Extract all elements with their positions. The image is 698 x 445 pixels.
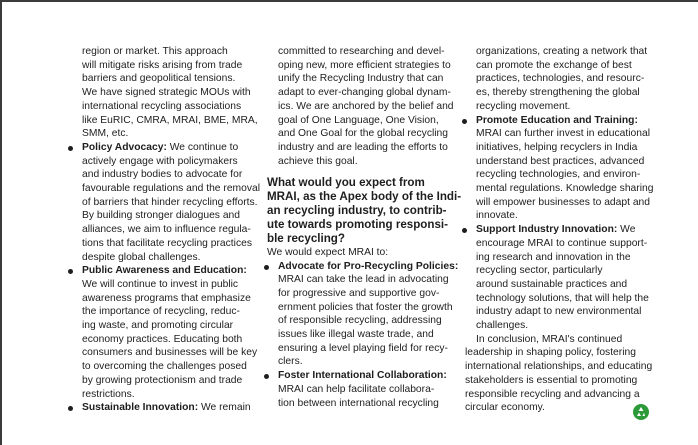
text-line: We will continue to invest in public (82, 278, 239, 290)
text-line: international relationships, and educating (465, 361, 653, 373)
text-line: tions that facilitate recycling practices (82, 237, 252, 249)
text-line: adapt to ever-changing global dynam- (278, 87, 451, 99)
text-line: industry and are leading the efforts to (278, 141, 448, 153)
text-line: committed to researching and devel- (278, 46, 445, 57)
text-line: of barriers that hinder recycling efforts. (82, 196, 258, 208)
text-line: barriers and geopolitical tensions. (82, 73, 236, 85)
bullet-icon (264, 374, 269, 379)
text-line: can promote the exchange of best (476, 59, 632, 71)
text-line: MRAI can help facilitate collabora- (278, 383, 435, 395)
bullet-title: Policy Advocacy: (82, 141, 167, 153)
text-line: despite global challenges. (82, 251, 201, 263)
bullet-icon (68, 146, 73, 151)
text-line: SMM, etc. (82, 128, 129, 140)
text-line: MRAI can take the lead in advocating (278, 274, 449, 286)
text-line: to overcoming the challenges posed (82, 361, 247, 373)
text-line: goal of One Language, One Vision, (278, 114, 439, 126)
text-line: unify the Recycling Industry that can (278, 73, 444, 85)
text-line: encourage MRAI to continue support- (476, 237, 648, 249)
intro-text: We would expect MRAI to: (267, 246, 389, 258)
bullet-icon (68, 269, 73, 274)
text-line: stakeholders is essential to promoting (465, 374, 638, 386)
bullet-international-collaboration (278, 369, 454, 410)
text-line: understand best practices, advanced (476, 155, 645, 167)
text-line: restrictions. (82, 388, 135, 400)
bullet-sustainable-innovation (82, 401, 262, 415)
text-line: innovate. (476, 210, 518, 222)
text-line: alliances, we aim to influence regula- (82, 224, 251, 236)
recycling-logo-icon (633, 404, 649, 420)
text-line: awareness programs that emphasize (82, 292, 251, 304)
text-line: MRAI can further invest in educational (476, 128, 650, 140)
text-line: ing research and innovation in the (476, 251, 631, 263)
bullet-icon (462, 228, 467, 233)
text-line: tion between international recycling (278, 397, 439, 409)
text-line: of responsible recycling, addressing (278, 315, 442, 327)
bullet-icon (462, 119, 467, 124)
text-line: By building stronger dialogues and (82, 210, 240, 222)
text-line: ing waste, and promoting circular (82, 320, 234, 332)
text-line: and One Goal for the global recycling (278, 128, 448, 140)
text-line: by growing protectionism and trade (82, 374, 243, 386)
bullet-title: Advocate for Pro-Recycling Policies: (278, 260, 459, 272)
text-column-2 (267, 45, 462, 410)
text-column-3 (465, 45, 654, 415)
text-line: In conclusion, MRAI's continued (476, 333, 623, 345)
bullet-icon (264, 265, 269, 270)
bullet-title: Promote Education and Training: (476, 114, 638, 126)
text-line: region or market. This approach (82, 46, 228, 57)
text-line: initiatives, helping recyclers in India (476, 141, 638, 153)
text-line: like EuRIC, CMRA, MRAI, BME, MRA, (82, 114, 258, 126)
text-line: issues like illegal waste trade, and (278, 329, 434, 341)
section-heading: What would you expect from MRAI, as the Apex body of the Indi- an recycling industry, to contrib- ute towards promoting responsi- ble recycling? (267, 176, 462, 245)
conclusion-paragraph (465, 333, 654, 415)
text-line: industry adapt to new environmental (476, 306, 642, 318)
text-line: recycling movement. (476, 100, 571, 112)
text-line: around sustainable practices and (476, 278, 628, 290)
text-line: es, thereby strengthening the global (476, 87, 640, 99)
text-line: We continue to (166, 141, 239, 153)
bullet-public-awareness (82, 264, 262, 401)
bullet-industry-innovation (476, 223, 654, 333)
document-page (2, 2, 698, 445)
text-line: and industry bodies to advocate for (82, 169, 243, 181)
text-line: favourable regulations and the removal (82, 183, 261, 195)
text-line: achieve this goal. (278, 155, 358, 167)
bullet-icon (68, 406, 73, 411)
text-line: ics. We are anchored by the belief and (278, 100, 454, 112)
text-line: responsible recycling and advancing a (465, 388, 640, 400)
text-line: ensuring a level playing field for recy- (278, 342, 448, 354)
text-line: circular economy. (465, 402, 545, 414)
text-line: recycling technologies, and environ- (476, 169, 641, 181)
text-column-1 (82, 45, 262, 415)
bullet-title: Public Awareness and Education: (82, 265, 247, 277)
text-line: technology solutions, that will help the (476, 292, 649, 304)
text-line: ernment policies that foster the growth (278, 301, 453, 313)
text-line: organizations, creating a network that (476, 46, 648, 57)
text-line: consumers and businesses will be key (82, 347, 258, 359)
bullet-title: Support Industry Innovation: (476, 224, 618, 236)
text-line: will mitigate risks arising from trade (82, 59, 243, 71)
text-line: oping new, more efficient strategies to (278, 59, 451, 71)
bullet-advocate-policies (278, 260, 459, 370)
text-line: actively engage with policymakers (82, 155, 238, 167)
text-line: mental regulations. Knowledge sharing (476, 183, 654, 195)
text-line: We remain (198, 402, 251, 414)
text-line: for progressive and supportive gov- (278, 287, 440, 299)
text-line: We (617, 224, 636, 236)
bullet-policy-advocacy (82, 141, 262, 264)
text-line: will empower businesses to adapt and (476, 196, 651, 208)
bullet-title: Sustainable Innovation: (82, 402, 199, 414)
text-line: international recycling associations (82, 100, 242, 112)
bullet-title: Foster International Collaboration: (278, 370, 447, 382)
text-line: the importance of recycling, reduc- (82, 306, 240, 318)
text-line: recycling sector, particularly (476, 265, 603, 277)
text-line: practices, technologies, and resourc- (476, 73, 645, 85)
text-line: leadership in shaping policy, fostering (465, 347, 636, 359)
bullet-education-training (476, 114, 654, 224)
text-line: We have signed strategic MOUs with (82, 87, 251, 99)
text-line: economy practices. Educating both (82, 333, 243, 345)
text-line: clers. (278, 356, 303, 368)
text-line: challenges. (476, 320, 529, 332)
